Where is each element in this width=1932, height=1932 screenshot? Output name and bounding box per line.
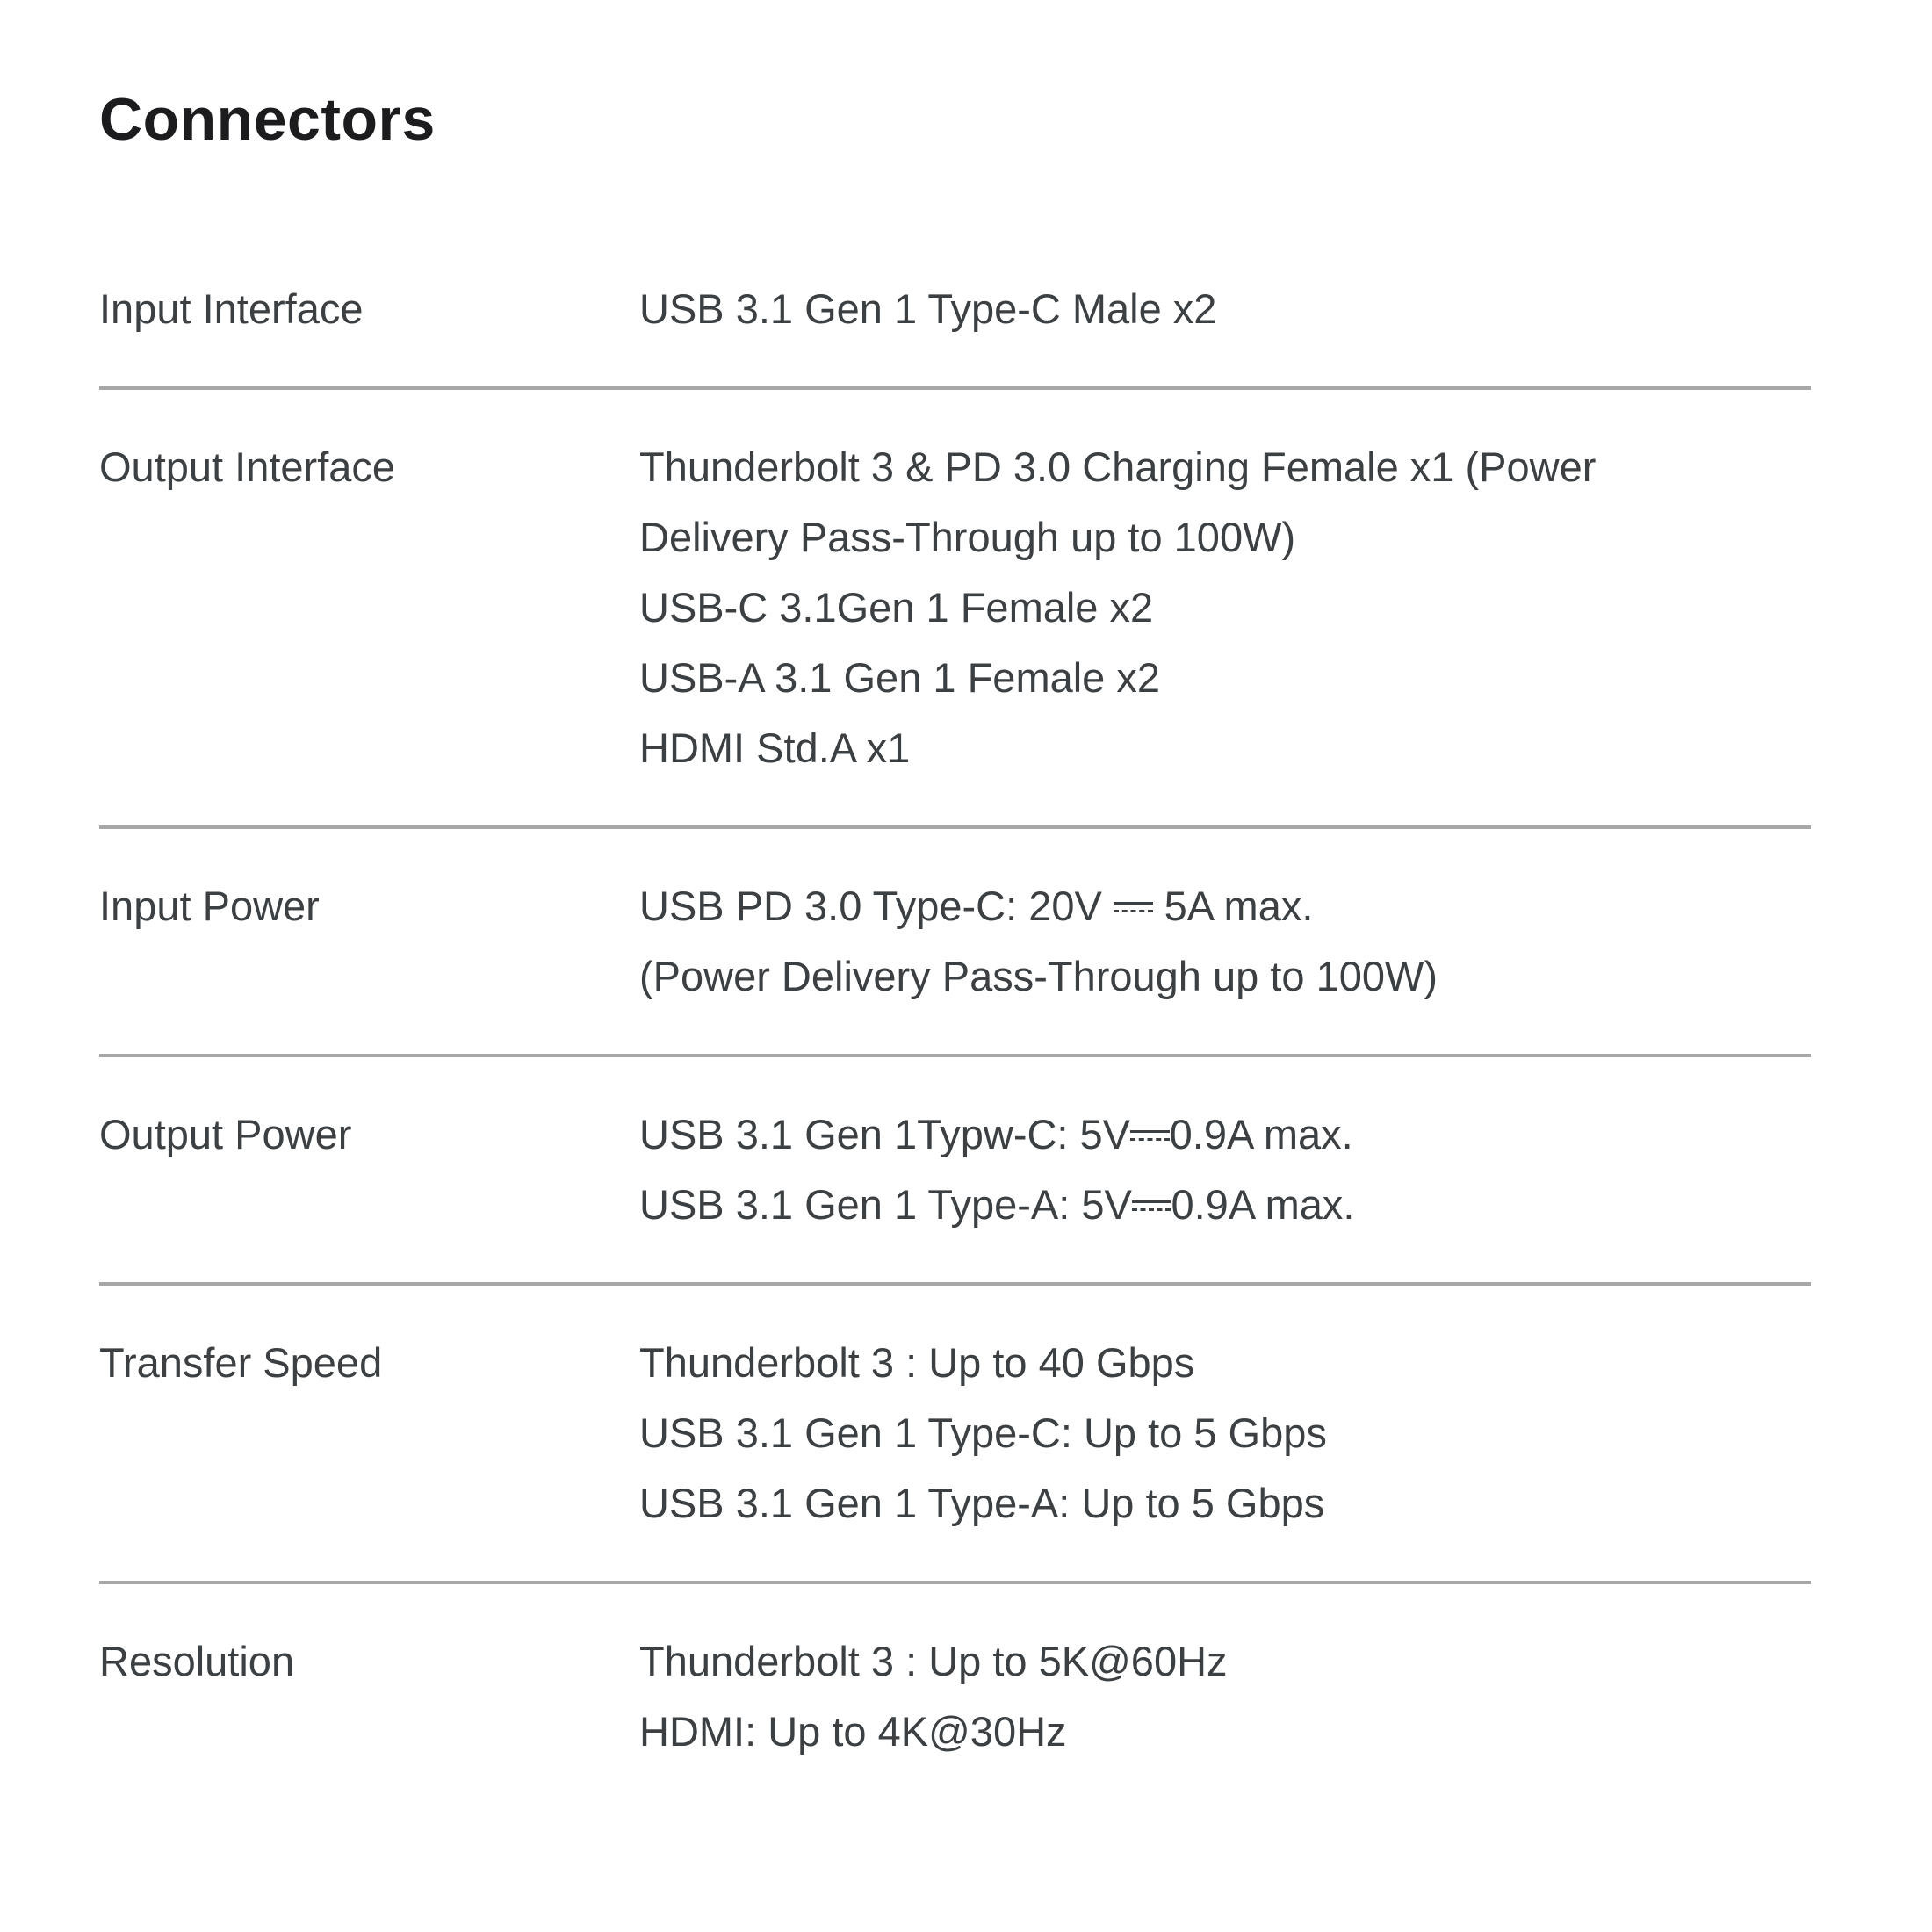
spec-value-line: USB 3.1 Gen 1Typw-C: 5V 0.9A max.: [639, 1111, 1353, 1157]
spec-value-line: USB 3.1 Gen 1 Type-C: Up to 5 Gbps: [639, 1409, 1327, 1456]
spec-value-line: USB 3.1 Gen 1 Type-A: Up to 5 Gbps: [639, 1480, 1325, 1526]
spec-row: [99, 390, 1811, 829]
spec-row: [99, 829, 1811, 1057]
section-title: Connectors: [99, 86, 436, 153]
spec-table: [99, 232, 1811, 1809]
spec-value-line: Thunderbolt 3 : Up to 40 Gbps: [639, 1339, 1195, 1386]
direct-current-icon: [1114, 902, 1153, 917]
spec-label: Input Interface: [99, 285, 364, 332]
spec-values: [639, 871, 1811, 1012]
spec-values: [639, 274, 1811, 344]
spec-value-line: Thunderbolt 3 & PD 3.0 Charging Female x1 (Power: [639, 443, 1597, 490]
spec-value-line: USB PD 3.0 Type-C: 20V 5A max.: [639, 883, 1314, 929]
spec-values: [639, 1626, 1811, 1767]
spec-value-line: USB-A 3.1 Gen 1 Female x2: [639, 654, 1161, 701]
spec-values: [639, 432, 1811, 783]
spec-row: [99, 1286, 1811, 1584]
spec-value-line: Delivery Pass-Through up to 100W): [639, 514, 1296, 560]
spec-values: [639, 1099, 1811, 1240]
spec-label: Output Interface: [99, 443, 396, 490]
spec-value-line: HDMI Std.A x1: [639, 724, 911, 771]
spec-value-line: USB 3.1 Gen 1 Type-A: 5V 0.9A max.: [639, 1181, 1355, 1228]
spec-row: [99, 232, 1811, 390]
spec-value-line: USB-C 3.1Gen 1 Female x2: [639, 584, 1154, 631]
spec-label: Input Power: [99, 883, 320, 929]
direct-current-icon: [1130, 1130, 1170, 1145]
spec-value-line: (Power Delivery Pass-Through up to 100W): [639, 953, 1438, 999]
spec-label: Output Power: [99, 1111, 352, 1157]
spec-value-line: USB 3.1 Gen 1 Type-C Male x2: [639, 285, 1217, 332]
direct-current-icon: [1132, 1200, 1171, 1215]
spec-values: [639, 1328, 1811, 1539]
spec-value-line: Thunderbolt 3 : Up to 5K@60Hz: [639, 1638, 1228, 1684]
spec-label: Transfer Speed: [99, 1339, 383, 1386]
spec-row: [99, 1584, 1811, 1809]
spec-value-line: HDMI: Up to 4K@30Hz: [639, 1708, 1067, 1755]
spec-label: Resolution: [99, 1638, 295, 1684]
spec-row: [99, 1057, 1811, 1286]
